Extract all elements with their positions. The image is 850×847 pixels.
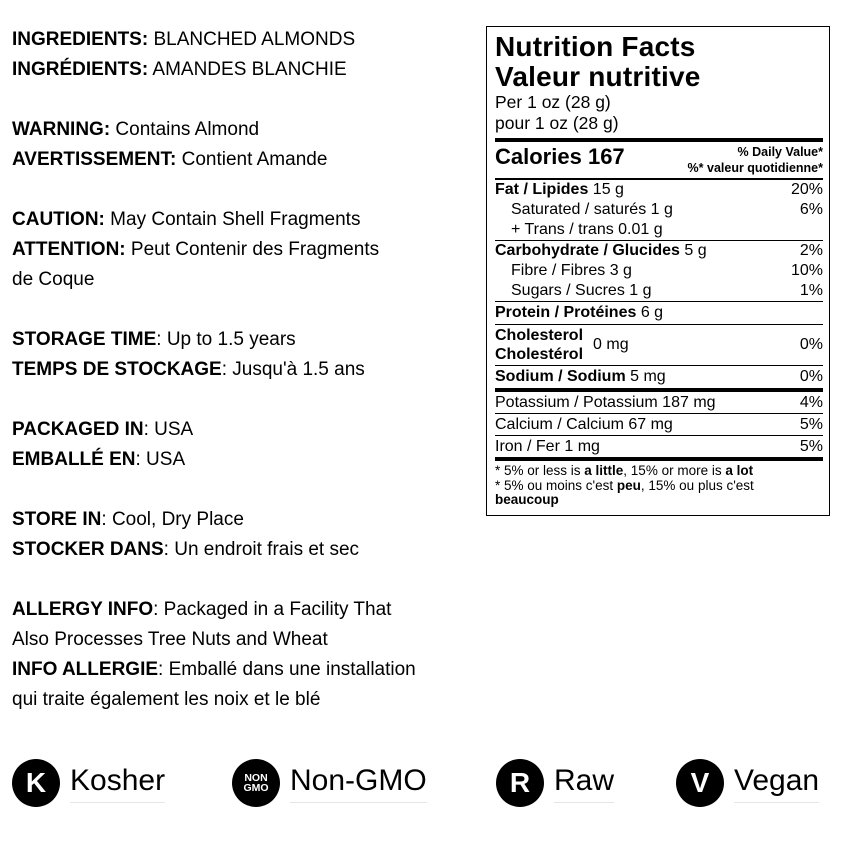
- nutrition-title-fr: Valeur nutritive: [495, 61, 701, 92]
- allergy-en-cont: Also Processes Tree Nuts and Wheat: [12, 629, 328, 650]
- ingredients-en: INGREDIENTS: BLANCHED ALMONDS: [12, 29, 356, 50]
- ingredients-fr: INGRÉDIENTS: AMANDES BLANCHIE: [12, 59, 347, 80]
- kosher-label: Kosher: [70, 764, 165, 803]
- fibre-row: Fibre / Fibres 3 g 10%: [511, 262, 823, 279]
- footnote: * 5% or less is a little, 15% or more is a lot * 5% ou moins c'est peu, 15% ou plus c'est beaucoup: [495, 463, 754, 507]
- protein-row: Protein / Protéines 6 g: [495, 304, 664, 321]
- sugars-row: Sugars / Sucres 1 g 1%: [511, 282, 823, 299]
- kosher-badge: [12, 755, 165, 811]
- sodium-row: Sodium / Sodium 5 mg 0%: [495, 368, 823, 385]
- cholesterol-row: Cholesterol Cholestérol 0 mg 0%: [495, 327, 823, 363]
- calories-value: 167: [587, 144, 625, 169]
- packaged-fr: EMBALLÉ EN: USA: [12, 449, 186, 470]
- store-en: STORE IN: Cool, Dry Place: [12, 509, 244, 530]
- raw-label: Raw: [554, 764, 614, 803]
- storage-fr: TEMPS DE STOCKAGE: Jusqu'à 1.5 ans: [12, 359, 365, 380]
- warning-fr: AVERTISSEMENT: Contient Amande: [12, 149, 328, 170]
- calories-row: [495, 142, 823, 178]
- store-fr: STOCKER DANS: Un endroit frais et sec: [12, 539, 360, 560]
- non-gmo-badge: [232, 755, 427, 811]
- certification-badges: [0, 755, 850, 815]
- serving-size-fr: pour 1 oz (28 g): [495, 113, 619, 133]
- allergy-fr-cont: qui traite également les noix et le blé: [12, 689, 321, 710]
- daily-value-header: % Daily Value* %* valeur quotidienne*: [687, 145, 823, 175]
- fat-row: Fat / Lipides 15 g 20%: [495, 181, 823, 198]
- vegan-icon: V: [676, 759, 724, 807]
- storage-en: STORAGE TIME: Up to 1.5 years: [12, 329, 296, 350]
- packaged-en: PACKAGED IN: USA: [12, 419, 194, 440]
- vegan-badge: [676, 755, 819, 811]
- raw-badge: [496, 755, 614, 811]
- caution-fr-cont: de Coque: [12, 269, 95, 290]
- allergy-en: ALLERGY INFO: Packaged in a Facility That: [12, 599, 392, 620]
- nutrition-title-en: Nutrition Facts: [495, 31, 696, 62]
- caution-fr: ATTENTION: Peut Contenir des Fragments: [12, 239, 380, 260]
- kosher-icon: K: [12, 759, 60, 807]
- calcium-row: Calcium / Calcium 67 mg 5%: [495, 416, 823, 433]
- non-gmo-label: Non-GMO: [290, 764, 427, 803]
- non-gmo-icon: NON GMO: [232, 759, 280, 807]
- carbohydrate-row: Carbohydrate / Glucides 5 g 2%: [495, 242, 823, 259]
- trans-row: + Trans / trans 0.01 g: [511, 221, 663, 238]
- saturated-row: Saturated / saturés 1 g 6%: [511, 201, 823, 218]
- calories-label: Calories: [495, 144, 582, 169]
- nutrition-facts-table: [486, 26, 830, 516]
- raw-icon: R: [496, 759, 544, 807]
- allergy-fr: INFO ALLERGIE: Emballé dans une installation: [12, 659, 416, 680]
- serving-size-en: Per 1 oz (28 g): [495, 92, 611, 112]
- iron-row: Iron / Fer 1 mg 5%: [495, 438, 823, 455]
- vegan-label: Vegan: [734, 764, 819, 803]
- caution-en: CAUTION: May Contain Shell Fragments: [12, 209, 361, 230]
- warning-en: WARNING: Contains Almond: [12, 119, 260, 140]
- product-info: [12, 25, 482, 715]
- potassium-row: Potassium / Potassium 187 mg 4%: [495, 394, 823, 411]
